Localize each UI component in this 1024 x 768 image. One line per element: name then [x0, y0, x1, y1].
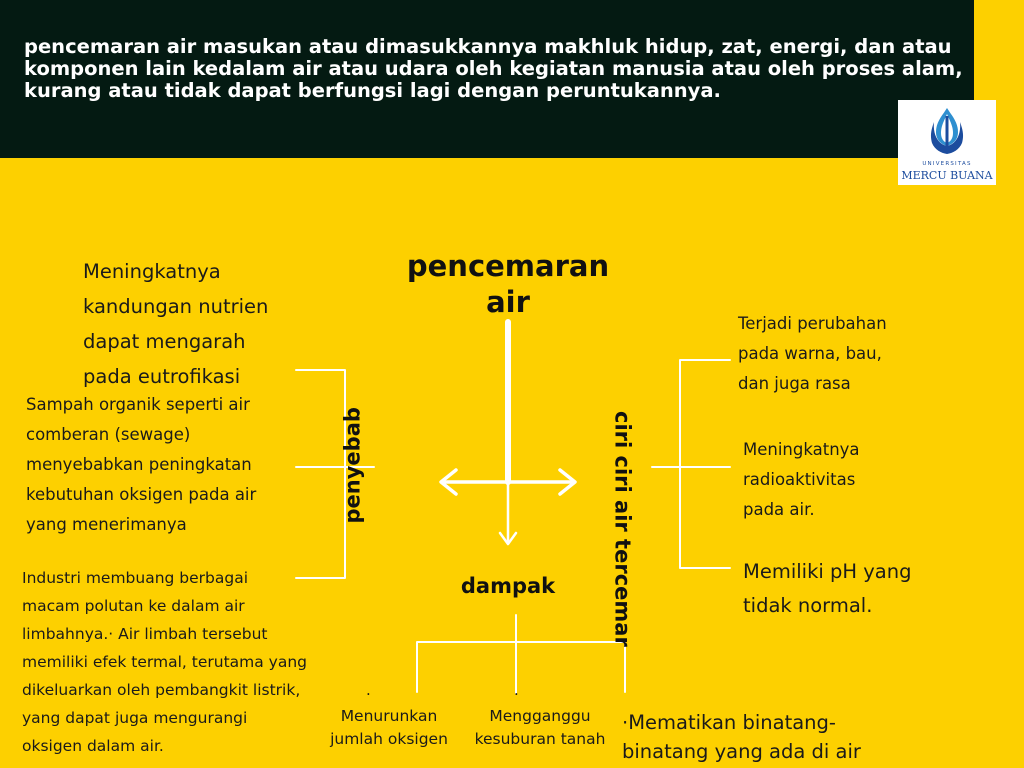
definition-line: kurang atau tidak dapat berfungsi lagi dengan peruntukannya.: [24, 79, 721, 102]
cause-item: Sampah organik seperti air comberan (sewage) menyebabkan peningkatan kebutuhan oksigen pada air yang menerimanya: [26, 395, 257, 534]
title-line: air: [486, 285, 530, 319]
characteristics-label: ciri ciri air tercemar: [610, 411, 635, 647]
effect-item: ·Mematikan binatang- binatang yang ada di air: [622, 711, 861, 763]
diagram-title: [376, 248, 640, 320]
effects-bracket: [417, 642, 625, 692]
effect-bullet: .: [366, 681, 371, 699]
definition-line: komponen lain kedalam air atau udara oleh kegiatan manusia atau oleh proses alam,: [24, 57, 963, 80]
characteristic-item: Meningkatnya radioaktivitas pada air.: [743, 440, 860, 519]
characteristic-item: Terjadi perubahan pada warna, bau, dan juga rasa: [738, 314, 887, 393]
title-line: pencemaran: [406, 249, 610, 283]
effect-item: Menurunkan jumlah oksigen: [330, 707, 448, 748]
effect-item: Mengganggu kesuburan tanah: [474, 707, 606, 748]
svg-text:UNIVERSITAS: UNIVERSITAS: [922, 161, 972, 167]
definition-line: pencemaran air masukan atau dimasukkannya makhluk hidup, zat, energi, dan atau: [24, 35, 952, 58]
cause-item: Industri membuang berbagai macam polutan ke dalam air limbahnya.· Air limbah tersebut memiliki efek termal, terutama yang dikeluarkan oleh pembangkit listrik, yang dapat juga mengurangi oksigen dalam air.: [22, 569, 308, 755]
effects-label: dampak: [460, 574, 556, 598]
cause-item: Meningkatnya kandungan nutrien dapat mengarah pada eutrofikasi: [83, 260, 269, 388]
characteristics-bracket: [680, 360, 730, 568]
causes-bracket: [296, 370, 345, 578]
causes-label: penyebab: [340, 407, 365, 524]
svg-text:MERCU BUANA: MERCU BUANA: [901, 169, 993, 182]
characteristic-item: Memiliki pH yang tidak normal.: [743, 560, 912, 617]
effect-bullet: .: [514, 681, 519, 699]
